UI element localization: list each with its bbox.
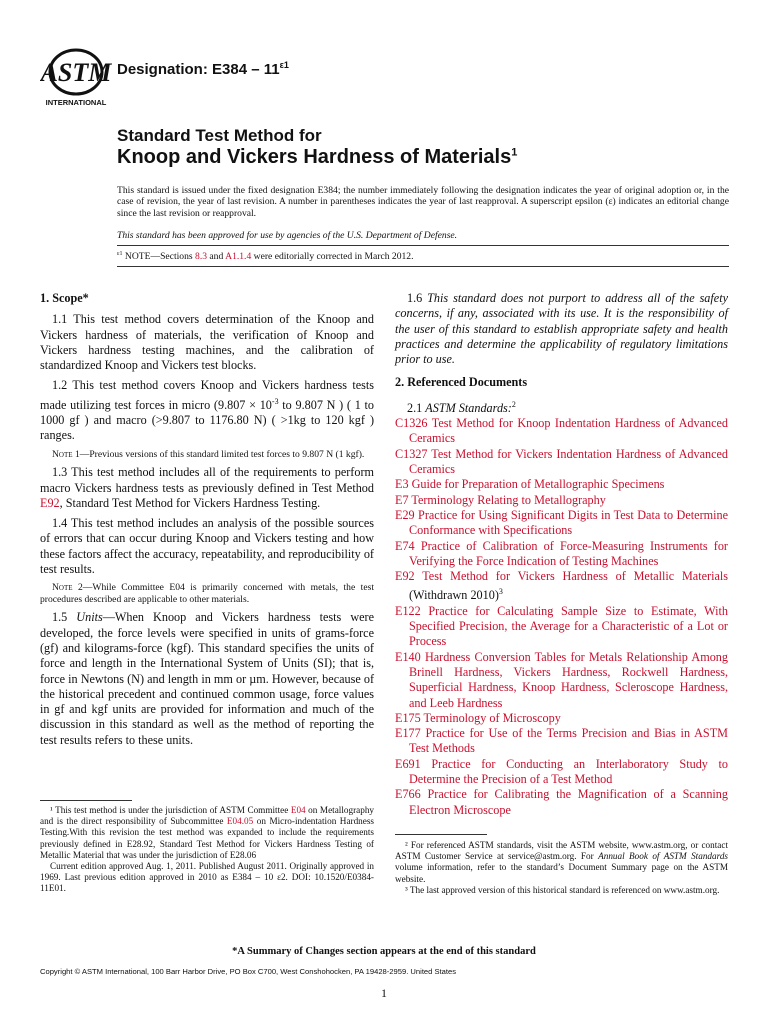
reference-code-link[interactable]: E175 [395,710,421,725]
reference-withdrawn: (Withdrawn 2010) [409,588,499,603]
link-e04[interactable]: E04 [290,805,306,815]
reference-item [395,569,728,604]
reference-footnote-mark: 3 [498,587,503,597]
reference-code-link[interactable]: E140 [395,649,421,664]
reference-title-link[interactable]: Practice for Use of the Terms Precision and Bias in ASTM Test Methods [409,726,728,756]
footnote-rule-right [395,834,487,835]
divider-top [117,245,729,246]
para-1-4: 1.4 This test method includes an analysis of the possible sources of errors that can occur during Knoop and Vickers testing and how these factors affect the accuracy, repeatability, and reproducibility of test results. [40,516,374,577]
reference-item [395,477,728,492]
reference-item [395,604,728,650]
astm-standards-label: 2.1 ASTM Standards:$^2$ [407,399,516,415]
dod-notice: This standard has been approved for use by agencies of the U.S. Department of Defense. [117,230,458,241]
link-8-3[interactable]: 8.3 [195,251,208,263]
reference-title-link[interactable]: Hardness Conversion Tables for Metals Relationship Among Brinell Hardness, Vickers Hardness, Rockwell Hardness, Superficial Hardness, Knoop Hardness, Scleroscope Hardness, and Leeb Hardness [409,649,728,710]
reference-code-link[interactable]: E3 [395,477,409,492]
para-1-2: 1.2 This test method covers Knoop and Vickers hardness tests made utilizing test forces in micro ($9.807 \times 10^{-3}$ to 9.807 N ) ( 1 to 1000 gf ) and macro (>9.807 to 1176.80 N) ( >1kg to 120 kgf ) ranges. [40,378,374,443]
reference-title-link[interactable]: Test Method for Vickers Indentation Hardness of Advanced Ceramics [409,446,728,477]
reference-title-link[interactable]: Practice for Calculating Sample Size to Estimate, With Specified Precision, the Average for a Characteristic of a Lot or Process [409,603,728,649]
reference-item [395,650,728,711]
link-a1-1-4[interactable]: A1.1.4 [225,251,252,263]
astm-logo-icon [40,48,112,108]
note-1: Note 1—Previous versions of this standard limited test forces to 9.807 N (1 kgf). [52,448,365,460]
reference-title-link[interactable]: Practice of Calibration of Force-Measuring Instruments for Verifying the Force Indication of Testing Machines [409,538,728,568]
reference-code-link[interactable]: C1326 [395,416,428,431]
astm-logo [40,48,112,108]
para-1-6: 1.6 This standard does not purport to address all of the safety concerns, if any, associated with its use. It is the responsibility of the user of this standard to establish appropriate safety and health practices and determine the applicability of regulatory limitations prior to use. [395,291,728,367]
reference-item [395,757,728,788]
link-e04-05[interactable]: E04.05 [226,816,254,827]
scope-heading: 1. Scope* [40,291,89,305]
reference-list [395,416,728,818]
reference-item [395,726,728,757]
reference-title-link[interactable]: Test Method for Vickers Hardness of Metallic Materials [414,569,728,584]
reference-item [395,787,728,818]
footnote-rule-left [40,800,132,801]
reference-code-link[interactable]: E92 [395,569,415,584]
reference-title-link[interactable]: Terminology Relating to Metallography [408,492,606,507]
reference-code-link[interactable]: E29 [395,507,415,522]
para-1-3: 1.3 This test method includes all of the requirements to perform macro Vickers hardness tests as previously defined in Test Method E92, Standard Test Method for Vickers Hardness Testing. [40,465,374,510]
reference-title-link[interactable]: Practice for Calibrating the Magnification of a Scanning Electron Microscope [409,787,728,817]
reference-code-link[interactable]: E122 [395,603,421,618]
para-1-1: 1.1 This test method covers determination of the Knoop and Vickers hardness of materials, the verification of Knoop and Vickers hardness testing machines, and the calibration of standardized Knoop and Vickers test blocks. [40,312,374,373]
designation: Designation: $E384 - 11^{\varepsilon 1}$ [117,60,289,78]
right-column [395,291,728,818]
left-column [40,291,374,753]
reference-code-link[interactable]: E766 [395,787,421,802]
reference-code-link[interactable]: E691 [395,756,421,771]
title-line2: Knoop and Vickers Hardness of Materials$^1$ [117,146,518,168]
footnotes-2-3: ² For referenced ASTM standards, visit the ASTM website, www.astm.org, or contact ASTM Customer Service at service@astm.org. For Annual Book of ASTM Standards volume information, refer to the standard’s Document Summary page on the ASTM website. ³ The last approved version of this historical standard is referenced on www.astm.org. [395,840,728,895]
reference-title-link[interactable]: Test Method for Knoop Indentation Hardness of Advanced Ceramics [409,416,728,446]
link-e92[interactable]: E92 [40,495,60,510]
logo-letters: ASTM [40,58,112,87]
note-2: Note 2—While Committee E04 is primarily concerned with metals, the test procedures described are applicable to other materials. [40,582,374,605]
reference-item [395,416,728,447]
reference-title-link[interactable]: Practice for Conducting an Interlaboratory Study to Determine the Precision of a Test Method [409,756,728,787]
issued-notice: This standard is issued under the fixed designation E384; the number immediately following the designation indicates the year of original adoption or, in the case of revision, the year of last revision. A number in parentheses indicates the year of last reapproval. A superscript epsilon (ε) indicates an editorial change since the last revision or reapproval. [117,185,729,219]
reference-title-link[interactable]: Terminology of Microscopy [420,710,561,725]
reference-item [395,447,728,478]
copyright: Copyright © ASTM International, 100 Barr Harbor Drive, PO Box C700, West Conshohocken, PA 19428-2959. United States [40,967,457,976]
reference-code-link[interactable]: E74 [395,538,415,553]
reference-code-link[interactable]: E7 [395,492,409,507]
reference-title-link[interactable]: Practice for Using Significant Digits in Test Data to Determine Conformance with Specifications [409,507,728,538]
reference-title-link[interactable]: Guide for Preparation of Metallographic Specimens [408,477,665,492]
logo-label: INTERNATIONAL [45,98,107,107]
reference-code-link[interactable]: E177 [395,726,421,741]
reference-code-link[interactable]: C1327 [395,446,428,461]
reference-item [395,493,728,508]
footnote-1: ¹ This test method is under the jurisdiction of ASTM Committee E04 on Metallography and is the direct responsibility of Subcommittee E04.05 on Micro-indentation Hardness Testing.With this revision the test method was expanded to include the requirements previously defined in E28.92, Standard Test Method for Vickers Hardness Testing of Metallic Material that was under the jurisdiction of E28.06 Current edition approved Aug. 1, 2011. Published August 2011. Originally approved in 1969. Last previous edition approved in 2010 as E384 – 10 ε2. DOI: 10.1520/E0384-11E01. [40,805,375,894]
reference-item [395,539,728,570]
divider-bottom [117,266,729,267]
page-number: 1 [381,986,387,1000]
editorial-note: $^{\varepsilon 1}$ NOTE—Sections 8.3 and A1.1.4 were editorially corrected in March 2012. [117,251,414,263]
title-line1: Standard Test Method for [117,126,322,145]
reference-item [395,508,728,539]
summary-notice: *A Summary of Changes section appears at the end of this standard [232,946,536,957]
para-1-5: 1.5 Units—When Knoop and Vickers hardness tests were developed, the force levels were specified in units of grams-force (gf) and kilograms-force (kgf). This standard specifies the units of force and length in the International System of Units (SI); that is, force in Newtons (N) and length in mm or µm. However, because of the historical precedent and continued common usage, force values in gf and kgf units are provided for information and much of the discussion in this standard as well as the method of reporting the test results refers to these units. [40,610,375,747]
refdocs-heading: 2. Referenced Documents [395,375,528,390]
reference-item [395,711,728,726]
